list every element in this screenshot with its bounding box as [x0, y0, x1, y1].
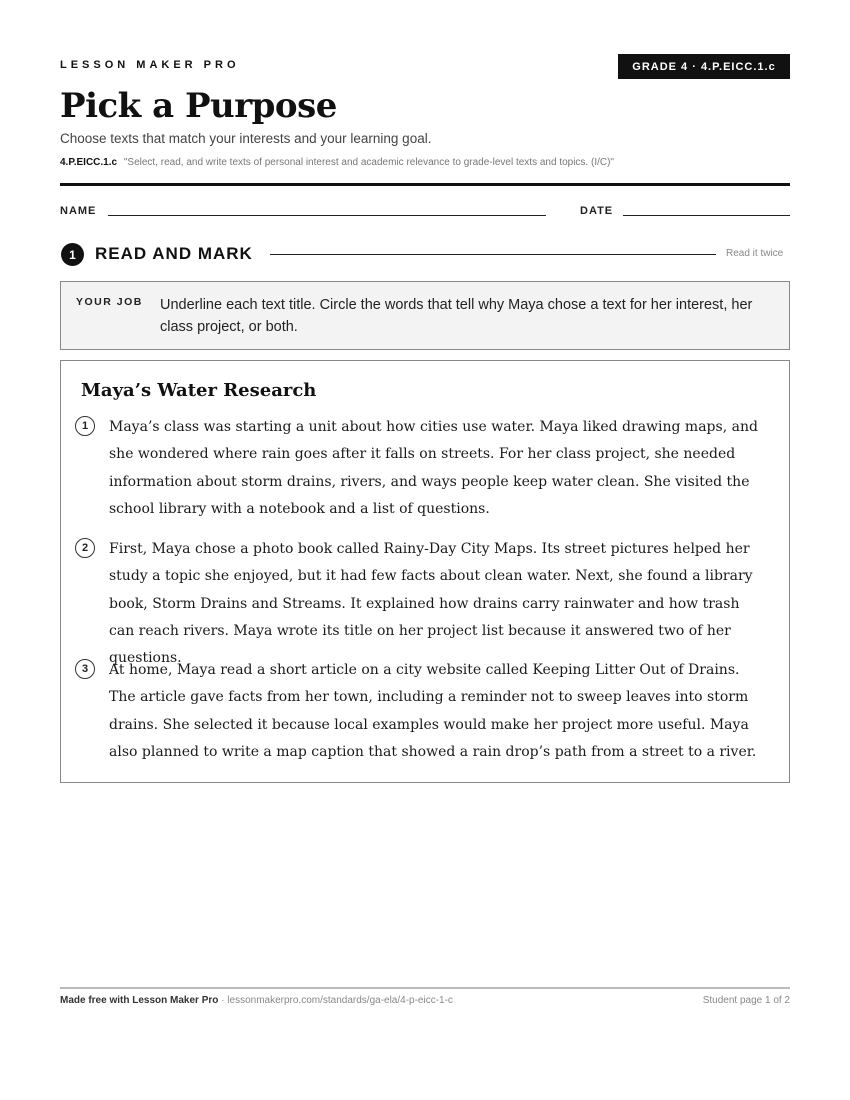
section-number-badge: 1	[61, 243, 84, 266]
name-label: NAME	[60, 205, 97, 217]
section-divider	[270, 254, 716, 255]
name-field[interactable]	[108, 215, 546, 216]
standard-code: 4.P.EICC.1.c	[60, 157, 118, 168]
footer-divider	[60, 987, 790, 989]
paragraph-number-badge: 2	[75, 538, 95, 558]
story-box	[60, 360, 790, 783]
paragraph-text: At home, Maya read a short article on a city website called Keeping Litter Out of Drains. The article gave facts from her town, including a reminder not to sweep leaves into storm drains. She selected it because local examples would make her project more useful. Maya also planned to write a map caption that showed a rain drop’s path from a street to a river.	[109, 662, 757, 760]
grade-badge: GRADE 4 · 4.P.EICC.1.c	[618, 54, 790, 79]
page-subtitle: Choose texts that match your interests and your learning goal.	[60, 131, 432, 146]
footer-separator: ·	[218, 995, 228, 1006]
header-divider	[60, 183, 790, 186]
footer-credit	[60, 995, 453, 1006]
paragraph-number-badge: 1	[75, 416, 95, 436]
footer-made-with: Made free with Lesson Maker Pro	[60, 995, 219, 1006]
paragraph-number-badge: 3	[75, 659, 95, 679]
brand-name: LESSON MAKER PRO	[60, 59, 240, 71]
page-title: Pick a Purpose	[60, 86, 337, 126]
paragraph-text: First, Maya chose a photo book called Rainy-Day City Maps. Its street pictures helped her study a topic she enjoyed, but it had few facts about clean water. Next, she found a library book, Storm Drains and Streams. It explained how drains carry rainwater and how trash can reach rivers. Maya wrote its title on her project list because it answered two of her questions.	[109, 541, 753, 667]
job-instructions: Underline each text title. Circle the words that tell why Maya chose a text for her interest, her class project, or both.	[160, 297, 753, 335]
date-label: DATE	[580, 205, 614, 217]
footer-page-number: Student page 1 of 2	[702, 995, 790, 1006]
job-label: YOUR JOB	[76, 296, 143, 308]
paragraph-text: Maya’s class was starting a unit about how cities use water. Maya liked drawing maps, and she wondered where rain goes after it falls on streets. For her class project, she needed information about storm drains, rivers, and ways people keep water clean. She visited the school library with a notebook and a list of questions.	[109, 419, 758, 517]
story-title: Maya’s Water Research	[81, 380, 317, 401]
date-field[interactable]	[623, 215, 790, 216]
footer-url[interactable]: lessonmakerpro.com/standards/ga-ela/4-p-eicc-1-c	[227, 995, 453, 1006]
standard-text: "Select, read, and write texts of personal interest and academic relevance to grade-level texts and topics. (I/C)"	[123, 157, 614, 168]
job-box	[60, 281, 790, 350]
section-note: Read it twice	[726, 248, 784, 259]
section-title: READ AND MARK	[95, 244, 253, 263]
standard-line	[60, 157, 614, 168]
